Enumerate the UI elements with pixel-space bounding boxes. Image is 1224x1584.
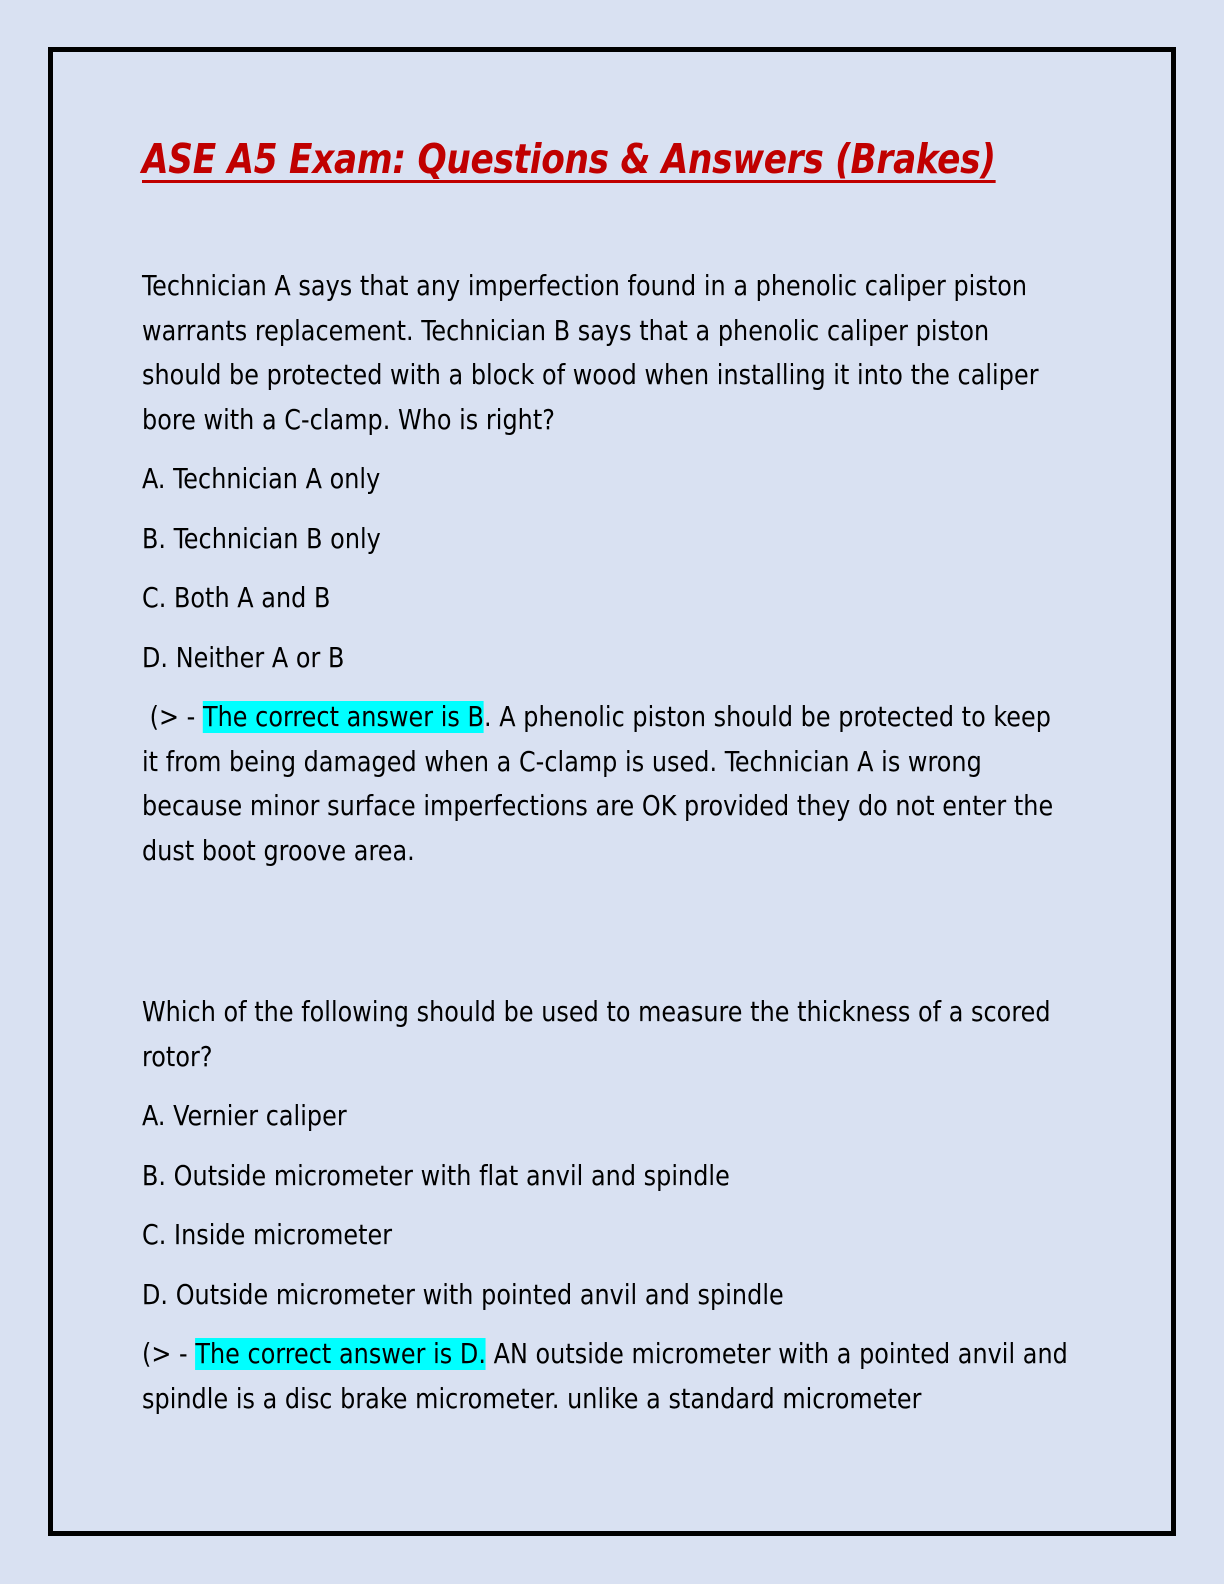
question-1-option-b[interactable]: B. Technician B only	[142, 522, 381, 555]
question-2-answer-paragraph	[142, 1332, 1070, 1421]
question-1-answer-highlight: The correct answer is B	[202, 701, 484, 733]
question-1-answer-prefix: (> -	[142, 701, 203, 733]
question-2-stem: Which of the following should be used to measure the thickness of a scored rotor?	[142, 996, 1051, 1073]
question-1-option-d[interactable]: D. Neither A or B	[142, 641, 345, 674]
question-1-stem: Technician A says that any imperfection found in a phenolic caliper piston warrants replacement. Technician B says that a phenolic caliper piston should be protected with a block of wood when installing it into the caliper bore with a C-clamp. Who is right?	[142, 270, 1039, 436]
question-separator-spacer	[142, 888, 1062, 990]
title-spacer	[142, 186, 1062, 264]
question-1-answer-explanation: . A phenolic piston should be protected to keep it from being damaged when a C-clamp is used. Technician A is wrong because minor surface imperfections are OK provided they do not enter the dust boot groove area.	[142, 701, 1054, 867]
question-2-option-b[interactable]: B. Outside micrometer with flat anvil and spindle	[142, 1159, 730, 1192]
question-2-option-c[interactable]: C. Inside micrometer	[142, 1219, 393, 1251]
document-content	[142, 132, 1068, 1436]
question-1-answer-paragraph	[142, 695, 1070, 873]
page-title: ASE A5 Exam: Questions & Answers (Brakes)	[142, 135, 996, 183]
question-1-option-c[interactable]: C. Both A and B	[142, 582, 331, 614]
question-2-option-a[interactable]: A. Vernier caliper	[142, 1100, 347, 1132]
question-2-answer-highlight: The correct answer is D.	[195, 1338, 486, 1370]
question-1-option-a[interactable]: A. Technician A only	[142, 463, 381, 495]
question-2-answer-prefix: (> -	[142, 1338, 196, 1370]
question-2-answer-explanation: AN outside micrometer with a pointed anvil and spindle is a disc brake micrometer. unlike a standard micrometer	[142, 1338, 1068, 1415]
question-2-option-d[interactable]: D. Outside micrometer with pointed anvil and spindle	[142, 1278, 784, 1311]
